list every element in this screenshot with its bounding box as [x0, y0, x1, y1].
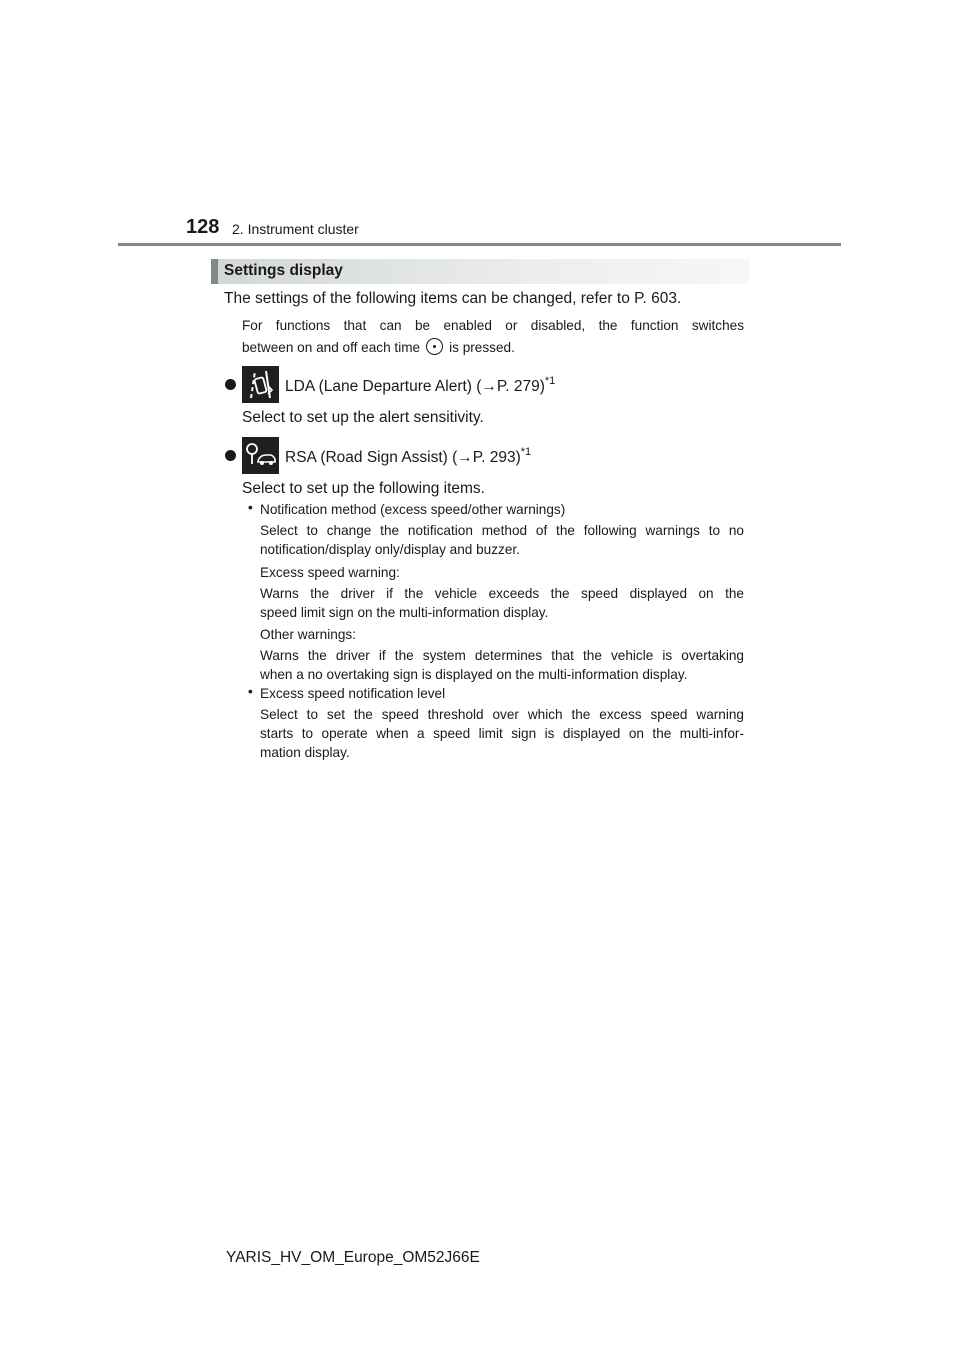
document-code: YARIS_HV_OM_Europe_OM52J66E: [226, 1249, 480, 1266]
excess-level-text-1: Select to set the speed threshold over which the excess speed warning: [260, 707, 744, 722]
lda-description: Select to set up the alert sensitivity.: [242, 409, 484, 426]
bullet-dot: •: [248, 500, 253, 515]
other-warnings-text-1: Warns the driver if the system determines that the vehicle is overtaking: [260, 648, 744, 663]
lda-item-label: [285, 375, 555, 396]
rsa-label-text: RSA (Road Sign Assist) (→P. 293): [285, 449, 521, 466]
note-line-1: For functions that can be enabled or disabled, the function switches: [242, 318, 744, 333]
section-title-accent: [211, 259, 218, 284]
rsa-item-label: [285, 446, 531, 467]
excess-level-text-2: starts to operate when a speed limit sign is displayed on the multi-infor-: [260, 726, 744, 741]
rsa-description: Select to set up the following items.: [242, 480, 485, 497]
other-warnings-text-2: when a no overtaking sign is displayed on the multi-information display.: [260, 667, 688, 682]
lane-departure-alert-icon: [242, 366, 279, 403]
road-sign-assist-icon: [242, 437, 279, 474]
note-line-2-after: is pressed.: [449, 340, 515, 355]
section-title: Settings display: [224, 262, 343, 279]
chapter-heading: 2. Instrument cluster: [232, 221, 359, 237]
lead-paragraph: The settings of the following items can be changed, refer to P. 603.: [224, 290, 682, 307]
other-warnings-heading: Other warnings:: [260, 627, 356, 642]
excess-speed-text-2: speed limit sign on the multi-information display.: [260, 605, 549, 620]
note-line-2-before: between on and off each time: [242, 340, 421, 355]
excess-speed-heading: Excess speed warning:: [260, 565, 400, 580]
lda-footnote: *1: [544, 375, 556, 387]
excess-level-title: Excess speed notification level: [260, 686, 446, 701]
lda-label-text: LDA (Lane Departure Alert) (→P. 279): [285, 378, 545, 395]
bullet-dot: •: [248, 684, 253, 699]
rsa-footnote: *1: [520, 446, 532, 458]
bullet-icon: [225, 450, 236, 461]
excess-speed-text-1: Warns the driver if the vehicle exceeds the speed displayed on the: [260, 586, 744, 601]
notification-method-text-2: notification/display only/display and buzzer.: [260, 542, 520, 557]
dial-button-icon: [426, 338, 443, 355]
notification-method-title: Notification method (excess speed/other warnings): [260, 502, 566, 517]
page-number: 128: [186, 216, 220, 238]
bullet-icon: [225, 379, 236, 390]
note-line-2: [242, 337, 515, 359]
header-divider: [118, 243, 841, 246]
notification-method-text-1: Select to change the notification method of the following warnings to no: [260, 523, 744, 538]
excess-level-text-3: mation display.: [260, 745, 350, 760]
